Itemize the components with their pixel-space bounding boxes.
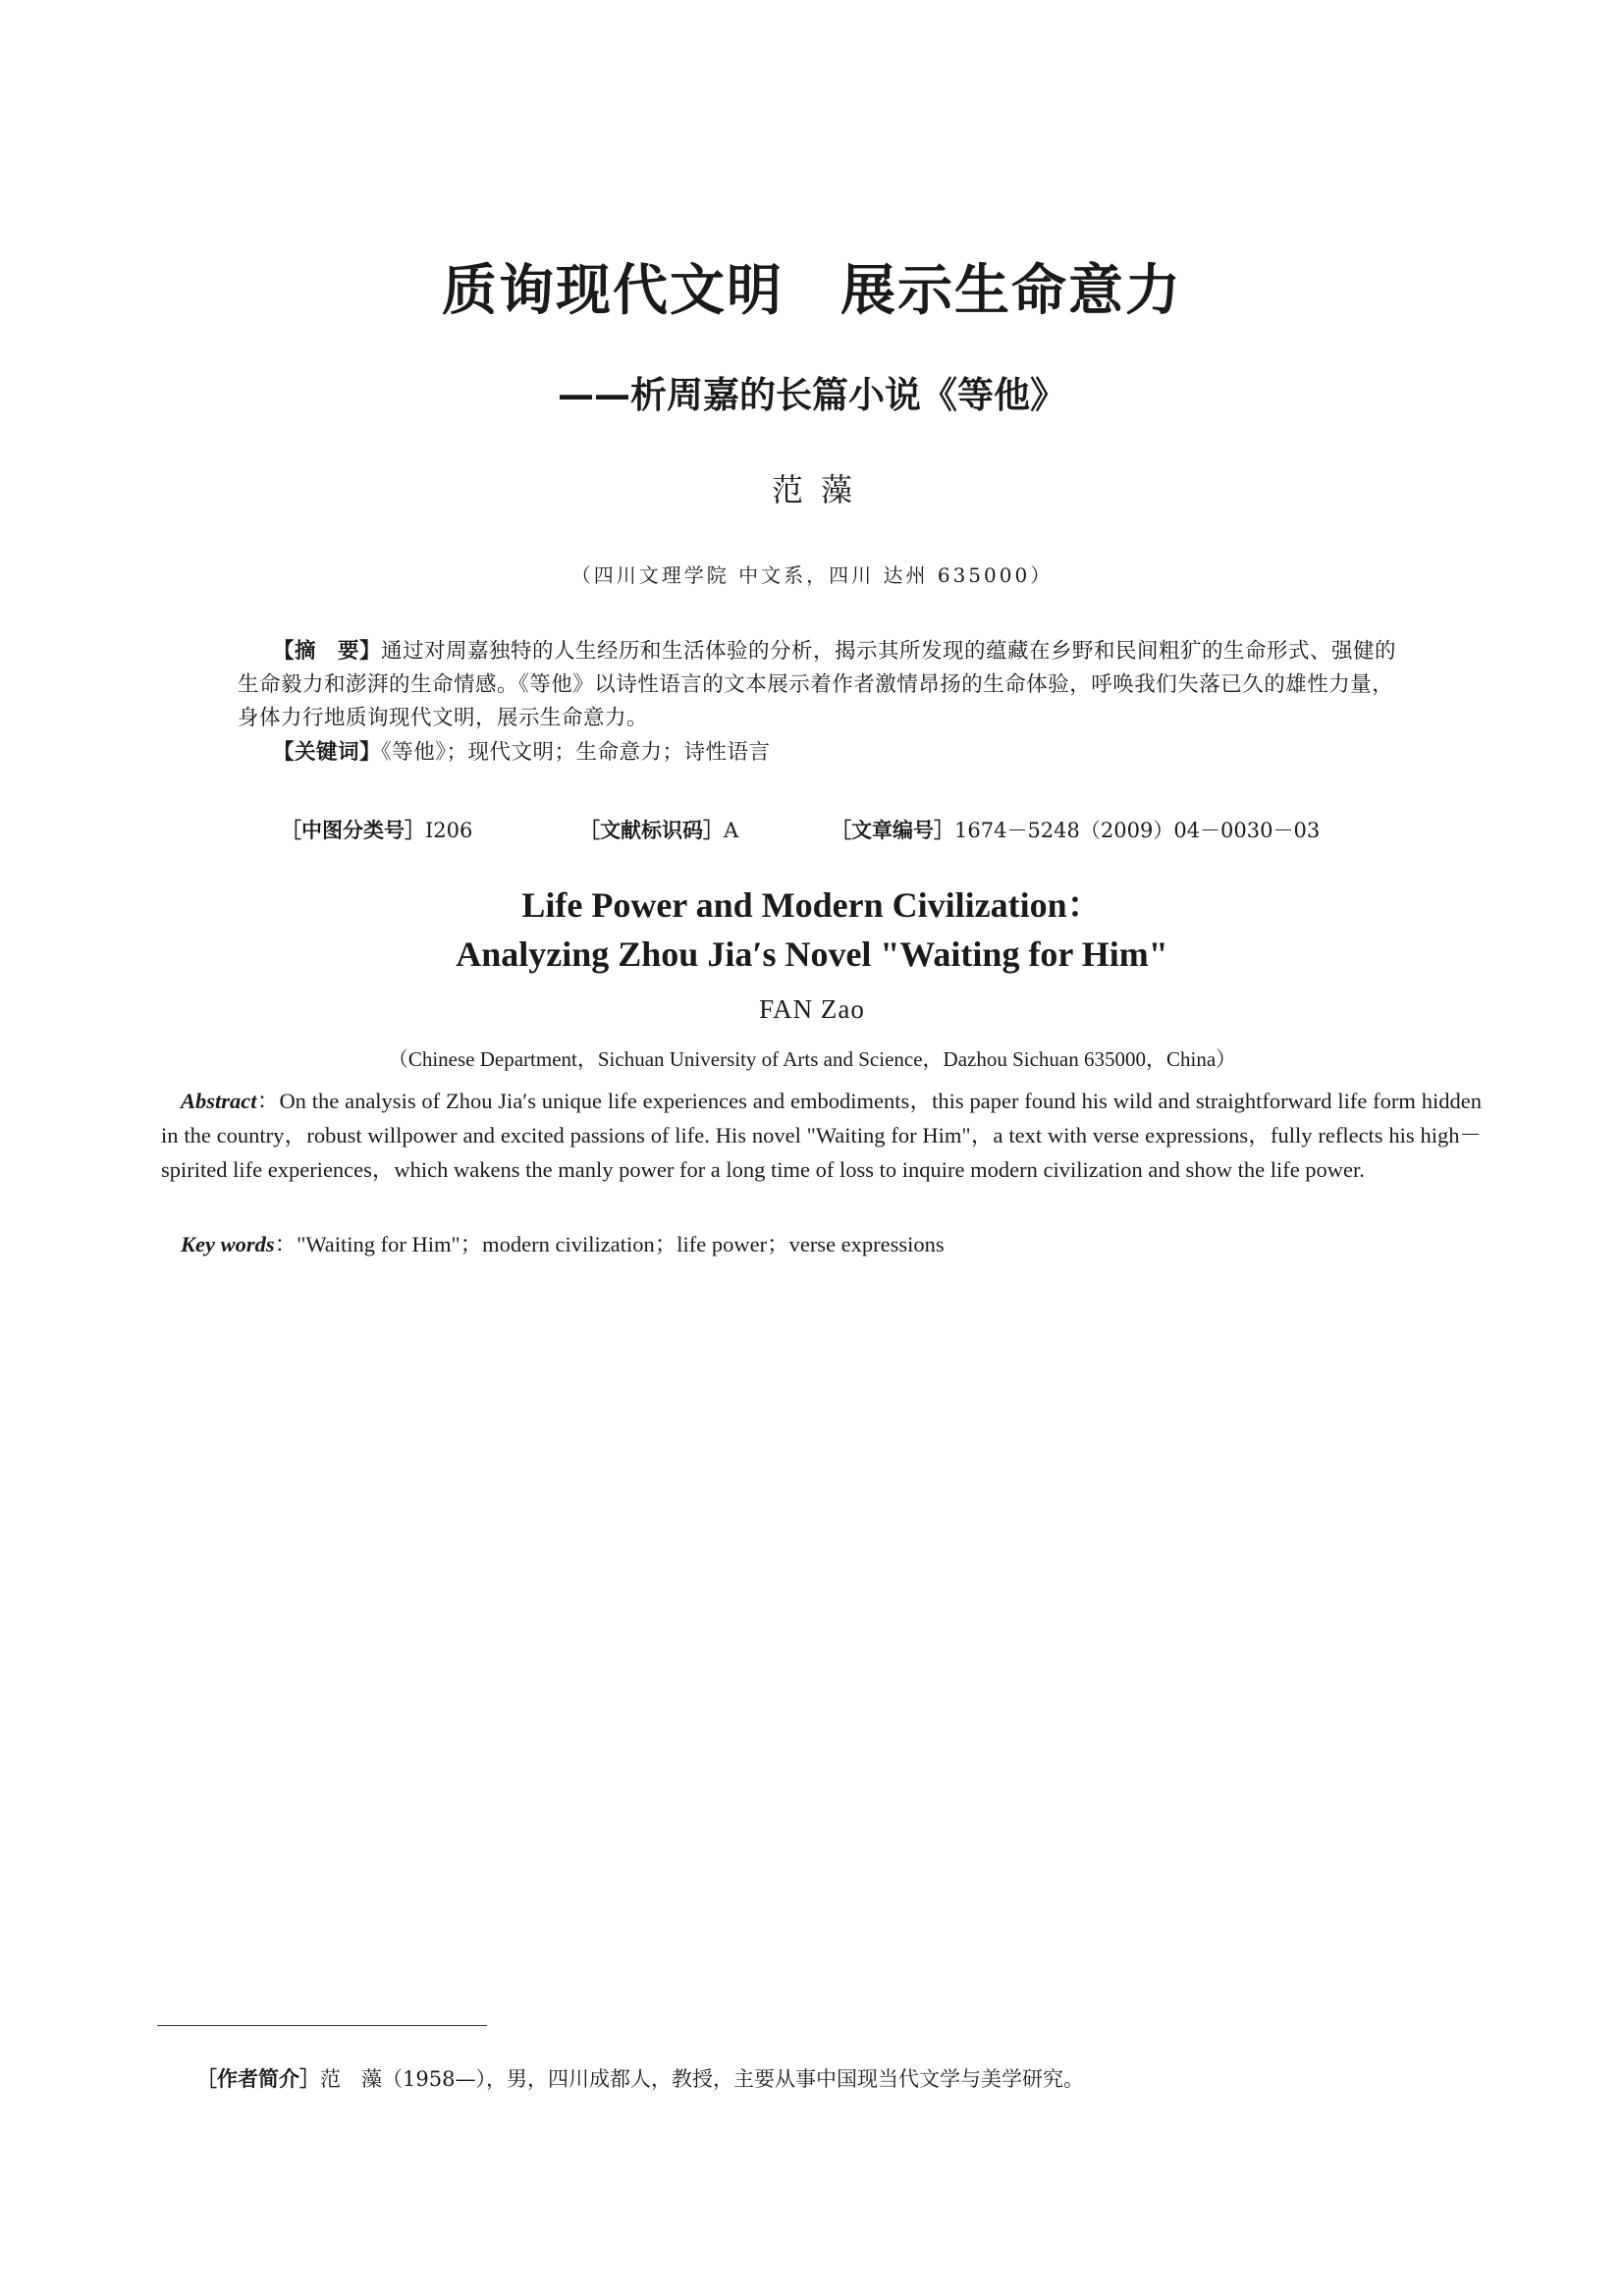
paper-subtitle-chinese: ——析周嘉的长篇小说《等他》 — [558, 374, 1066, 416]
footnote-divider — [157, 2025, 487, 2026]
paper-title-chinese: 质询现代文明 展示生命意力 — [442, 259, 1182, 323]
keywords-english — [181, 1227, 945, 1261]
author-bio-label: ［作者简介］ — [196, 2067, 320, 2091]
author-name-english: FAN Zao — [759, 994, 865, 1024]
title-english-line-2: Analyzing Zhou Jia′s Novel "Waiting for Him" — [456, 934, 1168, 974]
clc-value: I206 — [425, 819, 473, 842]
affiliation-english: （Chinese Department，Sichuan University of Arts and Science，Dazhou Sichuan 635000，China） — [387, 1047, 1237, 1071]
author-bio-footnote — [196, 2063, 1084, 2093]
title-english-line-1: Life Power and Modern Civilization： — [521, 885, 1103, 925]
keywords-chinese — [273, 736, 1441, 770]
author-bio-text: 范 藻（1958—），男，四川成都人，教授，主要从事中国现当代文学与美学研究。 — [320, 2067, 1084, 2091]
abstract-label-chinese: 【摘 要】 — [273, 639, 382, 664]
document-code — [579, 815, 738, 844]
abstract-text-chinese: 通过对周嘉独特的人生经历和生活体验的分析，揭示其所发现的蕴藏在乡野和民间粗犷的生命形式、强健的生命毅力和澎湃的生命情感。《等他》以诗性语言的文本展示着作者激情昂扬的生命体验，呼唤我们失落已久的雄性力量，身体力行地质询现代文明，展示生命意力。 — [238, 639, 1397, 730]
abstract-label-english: Abstract — [181, 1089, 257, 1113]
document-code-value: A — [724, 819, 739, 842]
keywords-text-chinese: 《等他》；现代文明；生命意力；诗性语言 — [381, 740, 771, 765]
article-number — [831, 815, 1320, 844]
author-name-chinese: 范藻 — [771, 471, 870, 508]
keywords-label-chinese: 【关键词】 — [273, 740, 382, 765]
abstract-separator-english: ： — [256, 1089, 280, 1113]
keywords-label-english: Key words — [181, 1232, 275, 1256]
clc-label: ［中图分类号］ — [281, 819, 425, 842]
abstract-english — [161, 1084, 1482, 1187]
keywords-text-english: "Waiting for Him"；modern civilization；life power；verse expressions — [297, 1232, 945, 1256]
keywords-separator-english: ： — [274, 1232, 298, 1256]
article-number-value: 1674－5248（2009）04－0030－03 — [954, 819, 1321, 842]
abstract-chinese — [238, 635, 1406, 735]
affiliation-chinese: （四川文理学院 中文系，四川 达州 635000） — [570, 563, 1054, 587]
article-number-label: ［文章编号］ — [831, 819, 954, 842]
paper-title-english — [0, 881, 1624, 979]
abstract-text-english: On the analysis of Zhou Jia′s unique life experiences and embodiments，this paper found his wild and straightforward life form hidden in the country，robust willpower and excited passions of life. His novel "Waiting for Him"，a text with verse expressions，fully reflects his high－spirited life experiences，which wakens the manly power for a long time of loss to inquire modern civilization and show the life power. — [161, 1089, 1482, 1182]
document-code-label: ［文献标识码］ — [579, 819, 724, 842]
clc-number — [281, 815, 472, 844]
